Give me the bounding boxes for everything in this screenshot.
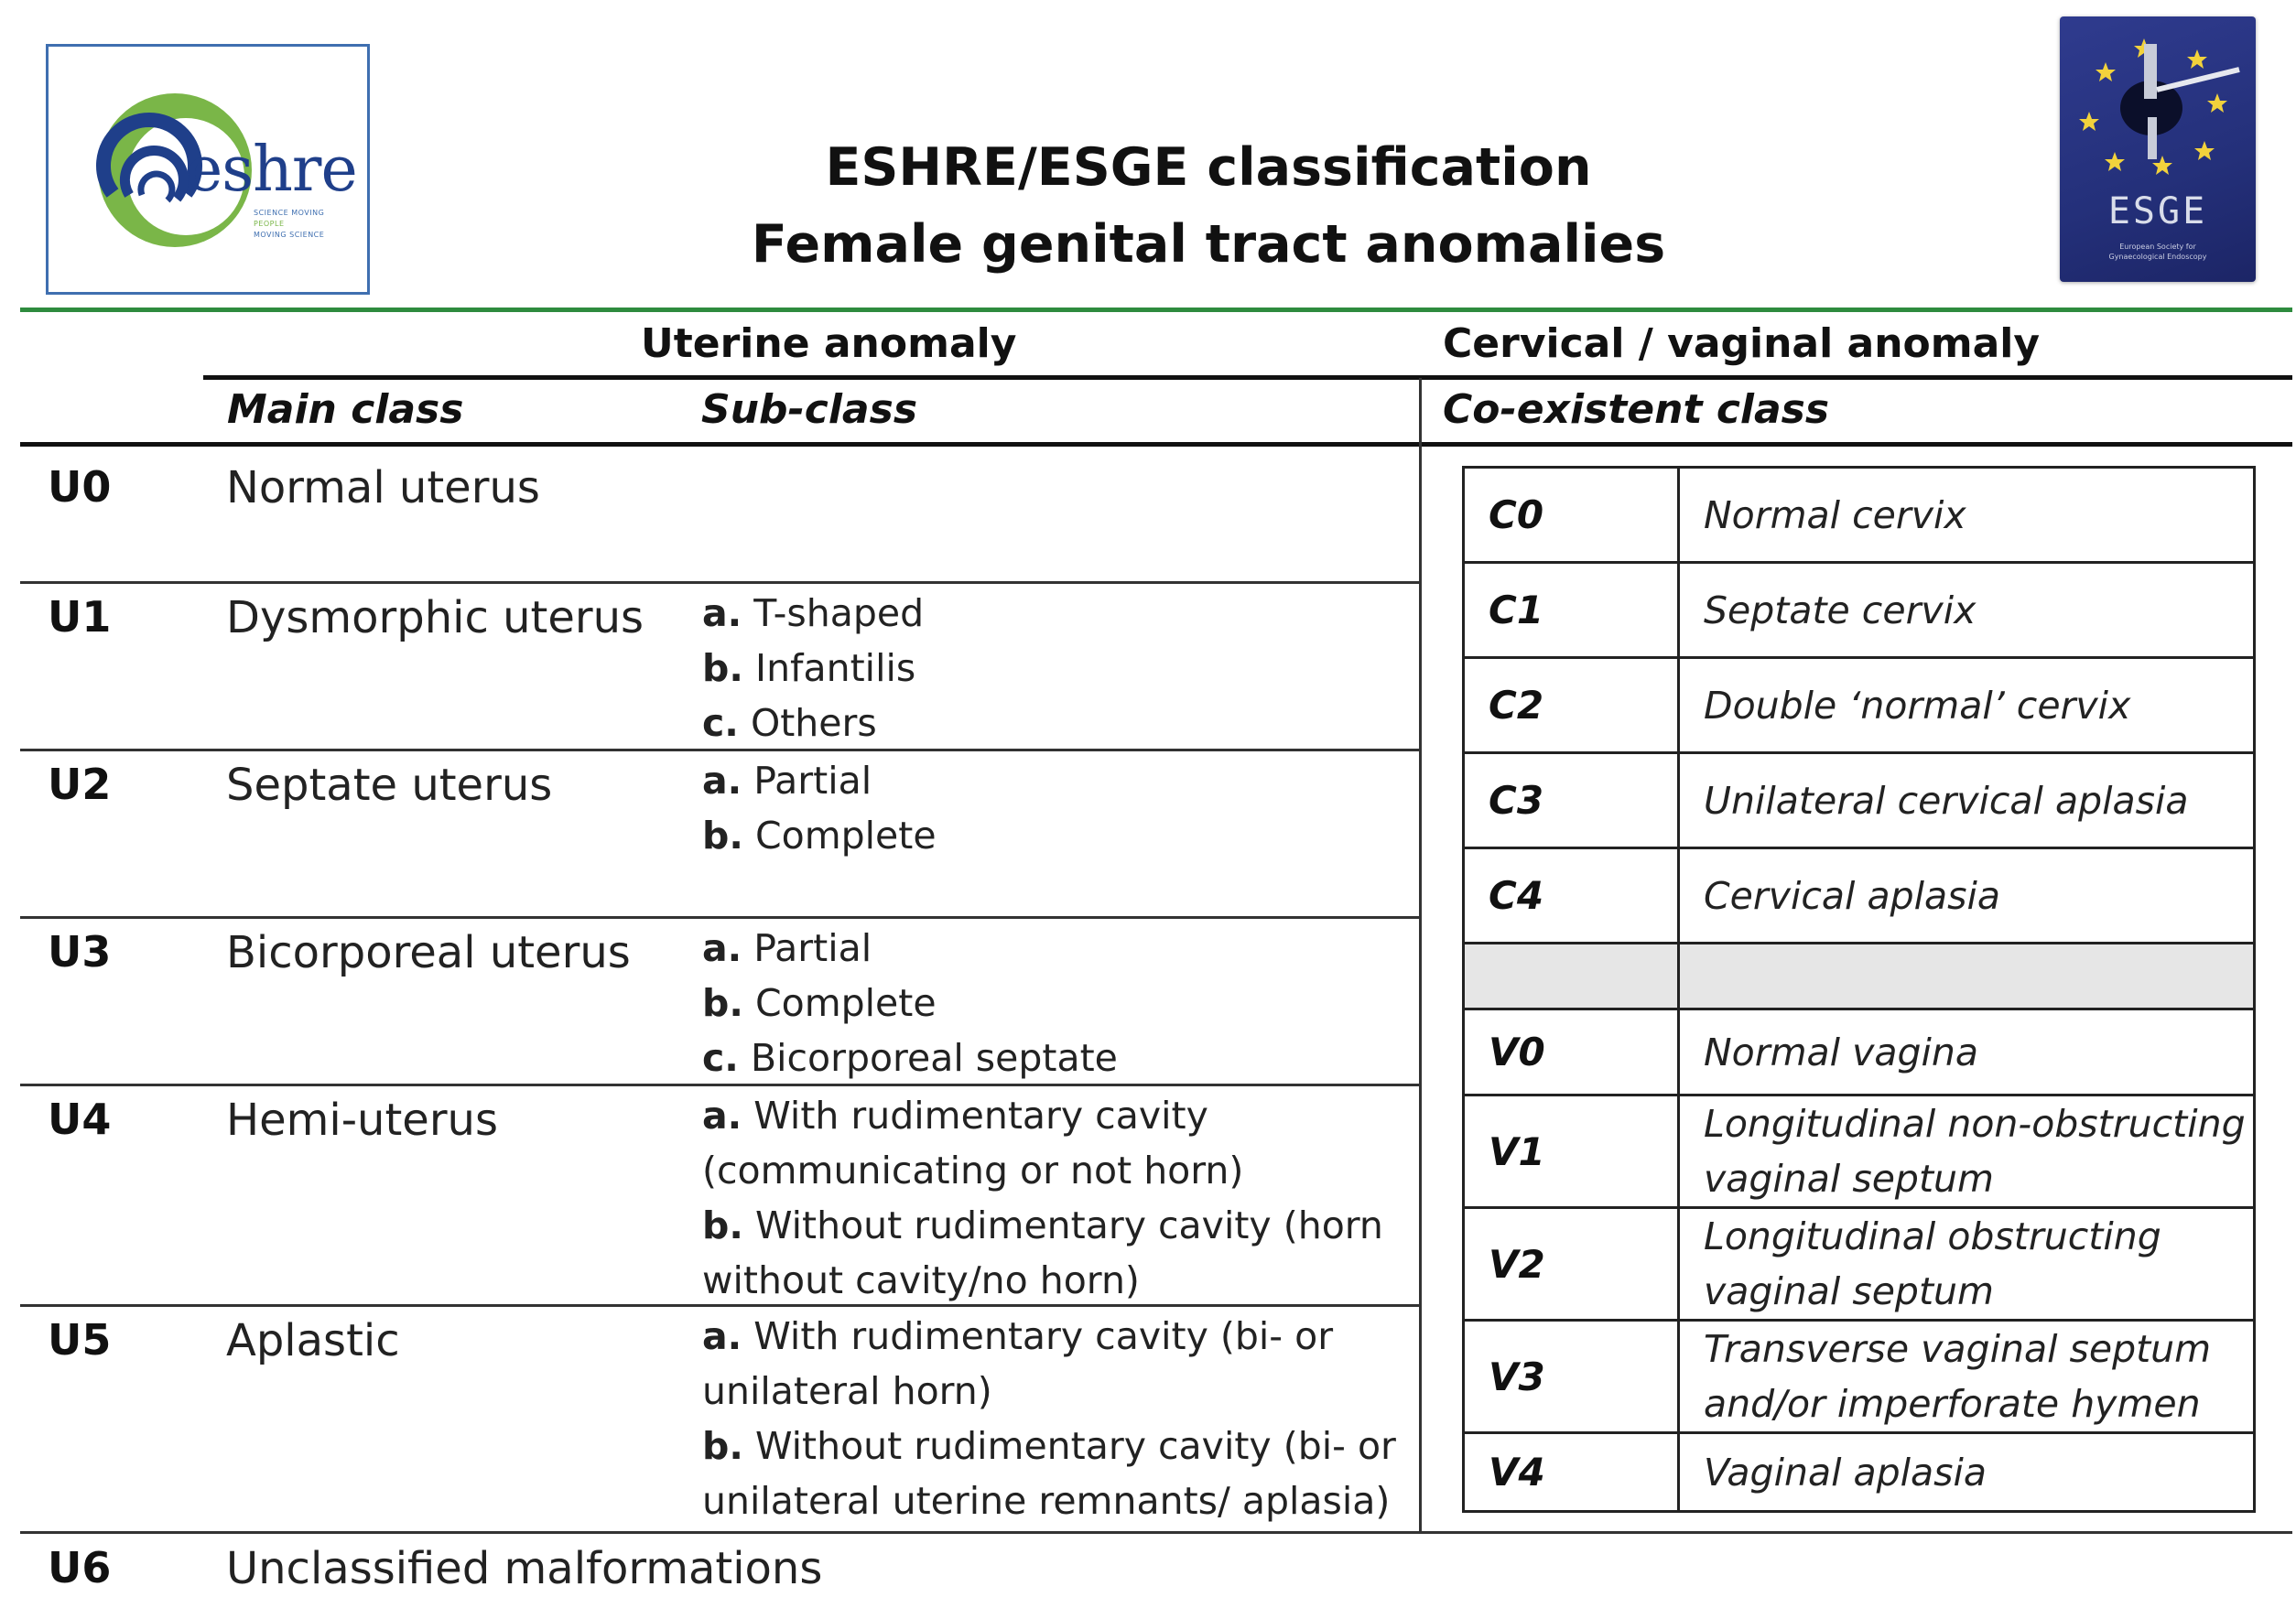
table-row-c0 [1464,468,2255,563]
page-title-line-1: ESHRE/ESGE classification [825,137,1592,198]
row-sub-classes [702,1309,1416,1528]
uterine-row-u0 [20,453,1419,581]
row-sub-classes [702,1088,1416,1308]
esge-subtitle [2060,242,2256,262]
esge-wordmark: ESGE [2107,190,2208,232]
row-separator [20,916,1419,919]
uterine-anomaly-header: Uterine anomaly [641,320,1017,367]
row-code: U1 [48,592,112,642]
table-row-spacer [1464,944,2255,1009]
row-code: U4 [48,1095,112,1144]
class-description: Septate cervix [1679,563,2255,658]
sub-class-item: a. With rudimentary cavity [702,1094,1208,1138]
class-description-empty [1679,944,2255,1009]
row-separator [20,1084,1419,1086]
description-line-2: vaginal septum [1704,1269,1994,1313]
row-main-class: Aplastic [226,1315,400,1366]
eshre-tagline-2: PEOPLE [254,220,285,228]
table-row-c3 [1464,753,2255,848]
table-row-v4 [1464,1433,2255,1512]
row-sub-classes [702,586,1416,750]
row-sub-classes [702,921,1416,1085]
row-code: U5 [48,1315,112,1365]
uterine-row-u4 [20,1088,1419,1304]
sub-class-item-continued: unilateral uterine remnants/ aplasia) [702,1479,1391,1523]
sub-class-item: b. Without rudimentary cavity (bi- or [702,1424,1396,1468]
description-line-2: and/or imperforate hymen [1704,1382,2201,1426]
row-separator [20,749,1419,751]
sub-class-header: Sub-class [701,386,918,433]
row-separator [20,1531,2292,1534]
sub-class-item-continued: (communicating or not horn) [702,1149,1244,1193]
sub-class-item: c. Bicorporeal septate [702,1036,1118,1080]
sub-class-item-continued: unilateral horn) [702,1369,992,1413]
uterine-row-u3 [20,921,1419,1084]
page-title-line-2: Female genital tract anomalies [751,214,1666,275]
description-line-1: Longitudinal non-obstructing [1704,1102,2246,1146]
table-row-c4 [1464,848,2255,944]
row-sub-classes [702,753,1416,863]
table-row-v2 [1464,1208,2255,1321]
main-class-header: Main class [227,386,464,433]
class-code: C3 [1464,753,1679,848]
class-code: V2 [1464,1208,1679,1321]
cervical-vaginal-table [1462,466,2256,1513]
row-main-class: Unclassified malformations [226,1543,823,1594]
sub-class-item: a. Partial [702,926,872,970]
coexistent-class-header: Co-existent class [1443,386,1830,433]
sub-class-item: b. Infantilis [702,646,916,690]
row-main-class: Dysmorphic uterus [226,592,644,643]
description-line-1: Transverse vaginal septum [1704,1327,2212,1371]
class-code: V1 [1464,1095,1679,1208]
sub-class-item: c. Others [702,701,877,745]
table-row-v0 [1464,1009,2255,1095]
class-code: V3 [1464,1321,1679,1433]
class-code: C1 [1464,563,1679,658]
class-code-empty [1464,944,1679,1009]
esge-subtitle-line-1: European Society for [2119,243,2196,251]
esge-logo [2060,16,2256,282]
class-description: Normal vagina [1679,1009,2255,1095]
uterine-row-u5 [20,1309,1419,1528]
header-divider [20,308,2292,312]
class-code: C4 [1464,848,1679,944]
eshre-tagline-1: SCIENCE MOVING [254,209,325,217]
sub-class-item: b. Complete [702,981,937,1025]
esge-hysteroscope-stars-icon [2060,16,2256,190]
row-code: U3 [48,927,112,977]
description-line-2: vaginal septum [1704,1157,1994,1201]
row-main-class: Septate uterus [226,760,553,811]
class-description: Unilateral cervical aplasia [1679,753,2255,848]
row-main-class: Hemi-uterus [226,1095,498,1146]
row-separator [20,1304,1419,1307]
class-code: C0 [1464,468,1679,563]
cervical-vaginal-anomaly-header: Cervical / vaginal anomaly [1443,320,2041,367]
eshre-tagline-3: MOVING SCIENCE [254,231,325,239]
class-code: V4 [1464,1433,1679,1512]
uterine-row-u6 [20,1536,2292,1605]
row-main-class: Normal uterus [226,462,540,513]
table-row-c2 [1464,658,2255,753]
table-row-v3 [1464,1321,2255,1433]
class-description: Cervical aplasia [1679,848,2255,944]
sub-class-item: a. Partial [702,759,872,803]
class-description: Vaginal aplasia [1679,1433,2255,1512]
table-row-v1 [1464,1095,2255,1208]
row-code: U2 [48,760,112,809]
sub-class-item: a. With rudimentary cavity (bi- or [702,1314,1334,1358]
row-code: U6 [48,1543,112,1592]
class-description [1679,1208,2255,1321]
class-code: V0 [1464,1009,1679,1095]
class-description [1679,1321,2255,1433]
header-rule-top [203,375,2292,380]
sub-class-item-continued: without cavity/no horn) [702,1258,1140,1302]
sub-class-item: a. T-shaped [702,591,925,635]
uterine-row-u1 [20,586,1419,749]
uterine-row-u2 [20,753,1419,916]
class-description [1679,1095,2255,1208]
eshre-logo [46,44,370,295]
eshre-wordmark: eshre [186,134,357,206]
class-description: Double ‘normal’ cervix [1679,658,2255,753]
sub-class-item: b. Without rudimentary cavity (horn [702,1203,1383,1247]
sub-class-item: b. Complete [702,814,937,858]
table-row-c1 [1464,563,2255,658]
row-main-class: Bicorporeal uterus [226,927,631,978]
row-code: U0 [48,462,112,512]
class-description: Normal cervix [1679,468,2255,563]
column-divider [1419,378,1422,1531]
row-separator [20,581,1419,584]
description-line-1: Longitudinal obstructing [1704,1214,2161,1258]
esge-subtitle-line-2: Gynaecological Endoscopy [2108,253,2207,261]
header-rule-bottom [20,442,2292,447]
class-code: C2 [1464,658,1679,753]
